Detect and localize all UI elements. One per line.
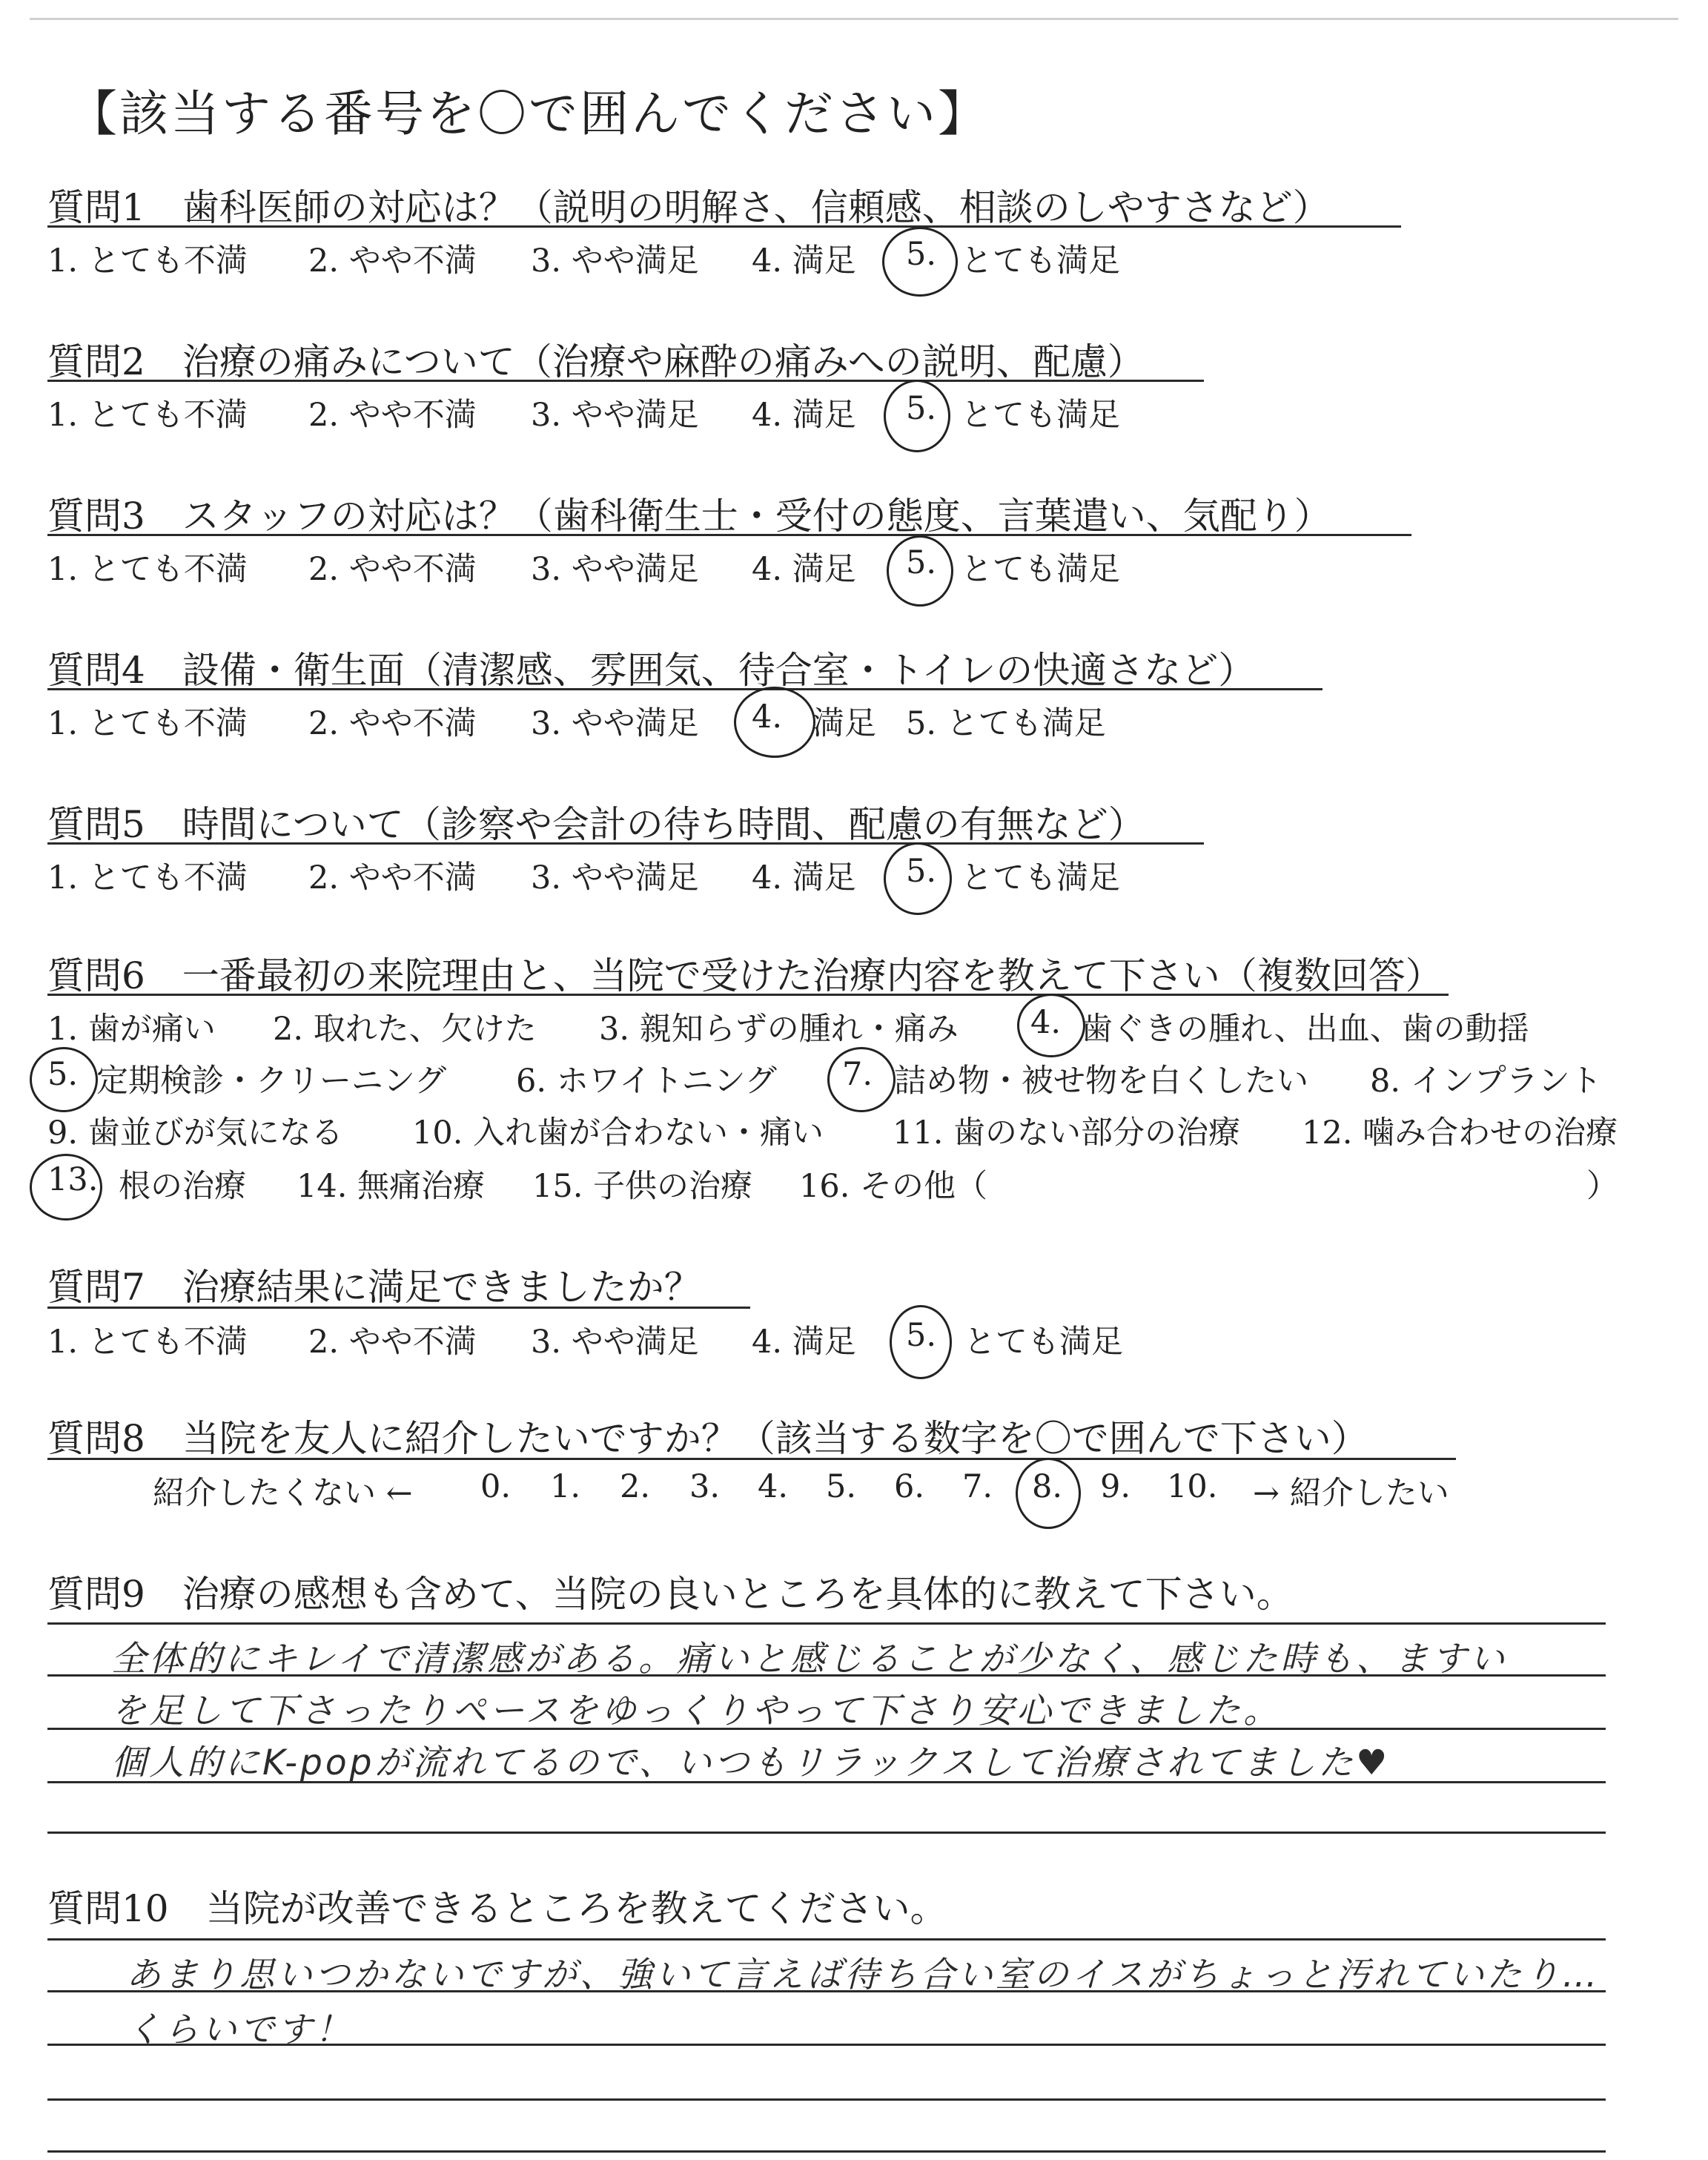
q8-option-6[interactable]: 6.: [894, 1468, 925, 1505]
q9-answer-line-3: 個人的にK-popが流れてるので、いつもリラックスして治療されてました♥: [111, 1743, 1391, 1783]
q4-option-5[interactable]: 5. とても満足: [906, 705, 1106, 742]
q6-option-13-label: 根の治療: [119, 1168, 246, 1205]
question-1-title: 質問1 歯科医師の対応は？（説明の明解さ、信頼感、相談のしやすさなど）: [47, 186, 1330, 229]
question-4-underline: [47, 688, 1323, 690]
q3-selection-circle: [887, 535, 953, 607]
q3-option-5[interactable]: 5.: [906, 544, 937, 581]
q8-option-10[interactable]: 10.: [1167, 1468, 1218, 1505]
question-4-title: 質問4 設備・衛生面（清潔感、雰囲気、待合室・トイレの快適さなど）: [47, 649, 1256, 692]
q7-option-5[interactable]: 5.: [906, 1317, 937, 1354]
question-2-title: 質問2 治療の痛みについて（治療や麻酔の痛みへの説明、配慮）: [47, 340, 1145, 383]
question-6-underline: [47, 994, 1449, 996]
question-3-underline: [47, 534, 1411, 536]
q9-line-1: [47, 1622, 1606, 1625]
question-5-underline: [47, 842, 1204, 845]
q7-option-4[interactable]: 4. 満足: [752, 1324, 856, 1361]
q2-option-5[interactable]: 5.: [906, 390, 937, 427]
q5-option-3[interactable]: 3. やや満足: [531, 859, 699, 896]
q3-option-3[interactable]: 3. やや満足: [531, 551, 699, 588]
q8-option-3[interactable]: 3.: [689, 1468, 721, 1505]
q7-option-2[interactable]: 2. やや不満: [308, 1324, 477, 1361]
q6-option-14[interactable]: 14. 無痛治療: [297, 1168, 486, 1205]
q9-answer-line-1: 全体的にキレイで清潔感がある。痛いと感じることが少なく、感じた時も、ますい: [111, 1639, 1508, 1680]
q5-option-1[interactable]: 1. とても不満: [47, 859, 248, 896]
q7-option-1[interactable]: 1. とても不満: [47, 1324, 248, 1361]
q6-option-13[interactable]: 13.: [47, 1161, 99, 1198]
q3-option-4[interactable]: 4. 満足: [752, 551, 856, 588]
q4-option-4[interactable]: 4.: [752, 698, 783, 736]
q8-option-4[interactable]: 4.: [758, 1468, 789, 1505]
q8-option-2[interactable]: 2.: [620, 1468, 651, 1505]
question-7-title: 質問7 治療結果に満足できましたか？: [47, 1266, 701, 1309]
page-heading: 【該当する番号を〇で囲んでください】: [68, 85, 989, 142]
q10-line-4: [47, 2098, 1606, 2101]
q6-selection-circle-7: [827, 1047, 896, 1112]
question-9-title: 質問9 治療の感想も含めて、当院の良いところを具体的に教えて下さい。: [47, 1573, 1294, 1616]
q1-selection-circle: [882, 227, 958, 297]
q6-option-5-label: 定期検診・クリーニング: [96, 1063, 447, 1100]
question-1-underline: [47, 225, 1401, 228]
q8-option-8[interactable]: 8.: [1032, 1468, 1063, 1505]
q10-answer-line-1: あまり思いつかないですが、強いて言えば待ち合い室のイスがちょっと汚れていたり…: [126, 1955, 1601, 1995]
q2-option-4[interactable]: 4. 満足: [752, 397, 856, 434]
q8-option-7[interactable]: 7.: [962, 1468, 993, 1505]
q2-option-2[interactable]: 2. やや不満: [308, 397, 477, 434]
question-7-underline: [47, 1307, 750, 1309]
q1-option-4[interactable]: 4. 満足: [752, 242, 856, 280]
q8-left-label: 紹介したくない ←: [153, 1475, 413, 1512]
q6-option-1[interactable]: 1. 歯が痛い: [47, 1011, 216, 1048]
q8-option-1[interactable]: 1.: [550, 1468, 581, 1505]
top-border: [30, 18, 1678, 20]
q3-option-2[interactable]: 2. やや不満: [308, 551, 477, 588]
q8-option-5[interactable]: 5.: [826, 1468, 857, 1505]
question-5-title: 質問5 時間について（診察や会計の待ち時間、配慮の有無など）: [47, 803, 1145, 846]
q4-option-1[interactable]: 1. とても不満: [47, 705, 248, 742]
q6-option-16[interactable]: 16. その他（: [799, 1168, 988, 1205]
q7-option-5-label: とても満足: [964, 1324, 1123, 1361]
q10-answer-line-2: くらいです！: [126, 2009, 353, 2050]
q6-option-15[interactable]: 15. 子供の治療: [532, 1168, 753, 1205]
q1-option-1[interactable]: 1. とても不満: [47, 242, 248, 280]
q4-option-2[interactable]: 2. やや不満: [308, 705, 477, 742]
q1-option-5-label: とても満足: [961, 242, 1120, 280]
question-10-title: 質問10 当院が改善できるところを教えてください。: [47, 1887, 947, 1930]
q10-line-1: [47, 1938, 1606, 1941]
q3-option-5-label: とても満足: [961, 551, 1120, 588]
q5-option-4[interactable]: 4. 満足: [752, 859, 856, 896]
q6-option-10[interactable]: 10. 入れ歯が合わない・痛い: [412, 1114, 824, 1152]
q7-option-3[interactable]: 3. やや満足: [531, 1324, 699, 1361]
q9-line-5: [47, 1832, 1606, 1834]
question-3-title: 質問3 スタッフの対応は？（歯科衛生士・受付の態度、言葉遣い、気配り）: [47, 495, 1331, 538]
q6-option-5[interactable]: 5.: [47, 1056, 79, 1093]
q6-option-2[interactable]: 2. 取れた、欠けた: [273, 1011, 537, 1048]
q6-option-11[interactable]: 11. 歯のない部分の治療: [893, 1114, 1241, 1152]
q6-selection-circle-5: [30, 1047, 98, 1112]
q2-option-3[interactable]: 3. やや満足: [531, 397, 699, 434]
q1-option-3[interactable]: 3. やや満足: [531, 242, 699, 280]
question-8-underline: [47, 1458, 1456, 1460]
question-2-underline: [47, 380, 1204, 382]
q5-option-5-label: とても満足: [961, 859, 1120, 896]
q9-answer-line-2: を足して下さったりペースをゆっくりやって下さり安心できました。: [111, 1691, 1282, 1731]
q4-selection-circle: [734, 687, 815, 758]
q6-option-12[interactable]: 12. 噛み合わせの治療: [1302, 1114, 1618, 1152]
question-8-title: 質問8 当院を友人に紹介したいですか？（該当する数字を〇で囲んで下さい）: [47, 1417, 1368, 1460]
q1-option-2[interactable]: 2. やや不満: [308, 242, 477, 280]
q10-line-5: [47, 2150, 1606, 2153]
q6-option-4[interactable]: 4.: [1030, 1004, 1062, 1041]
q8-selection-circle: [1016, 1458, 1081, 1529]
q6-option-3[interactable]: 3. 親知らずの腫れ・痛み: [599, 1011, 959, 1048]
q6-option-8[interactable]: 8. インプラント: [1370, 1063, 1602, 1100]
q3-option-1[interactable]: 1. とても不満: [47, 551, 248, 588]
q8-option-9[interactable]: 9.: [1100, 1468, 1131, 1505]
q6-option-7-label: 詰め物・被せ物を白くしたい: [894, 1063, 1308, 1100]
q6-option-6[interactable]: 6. ホワイトニング: [516, 1063, 777, 1100]
q4-option-4-label: 満足: [812, 705, 876, 742]
question-6-title: 質問6 一番最初の来院理由と、当院で受けた治療内容を教えて下さい（複数回答）: [47, 954, 1443, 997]
q8-right-label: → 紹介したい: [1253, 1475, 1449, 1512]
q6-option-9[interactable]: 9. 歯並びが気になる: [47, 1114, 343, 1152]
q5-option-2[interactable]: 2. やや不満: [308, 859, 477, 896]
q7-selection-circle: [890, 1305, 952, 1379]
q2-option-1[interactable]: 1. とても不満: [47, 397, 248, 434]
q4-option-3[interactable]: 3. やや満足: [531, 705, 699, 742]
q2-selection-circle: [884, 380, 950, 452]
q6-option-16-close: ）: [1586, 1168, 1618, 1205]
q6-selection-circle-13: [30, 1154, 102, 1221]
q6-selection-circle-4: [1017, 994, 1085, 1057]
q1-option-5[interactable]: 5.: [906, 236, 937, 273]
q5-option-5[interactable]: 5.: [906, 853, 937, 890]
q6-option-7[interactable]: 7.: [842, 1056, 873, 1093]
q2-option-5-label: とても満足: [961, 397, 1120, 434]
q8-option-0[interactable]: 0.: [480, 1468, 512, 1505]
q6-option-4-label: 歯ぐきの腫れ、出血、歯の動揺: [1081, 1011, 1529, 1048]
q5-selection-circle: [884, 842, 952, 915]
